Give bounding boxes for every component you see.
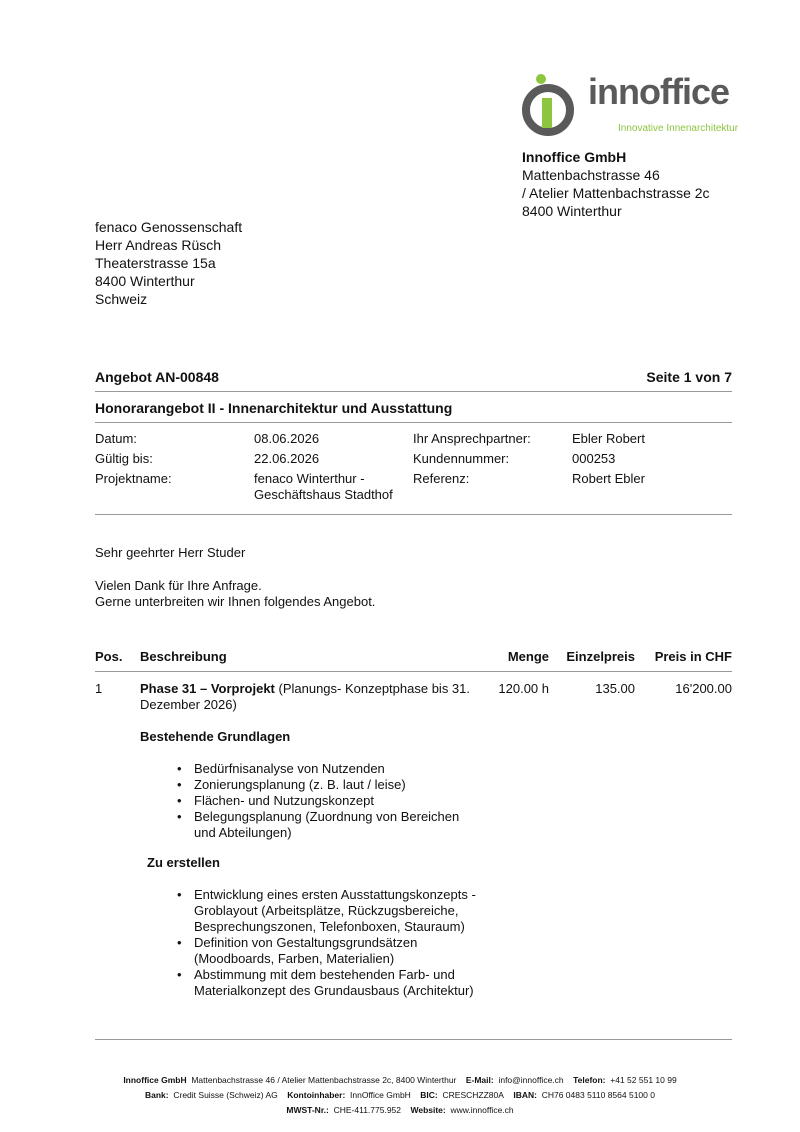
footer-email-label: E-Mail: bbox=[465, 1075, 494, 1085]
project-value-line: Geschäftshaus Stadthof bbox=[254, 487, 393, 502]
footer-line bbox=[0, 1088, 800, 1103]
date-value: 08.06.2026 bbox=[254, 431, 320, 446]
col-header-desc: Beschreibung bbox=[140, 649, 227, 664]
sender-address bbox=[522, 148, 710, 220]
list-item: • Abstimmung mit dem bestehenden Farb- und Materialkonzept des Grundausbaus (Architektur) bbox=[177, 967, 482, 999]
project-value-line: fenaco Winterthur - bbox=[254, 471, 365, 486]
date-label: Datum: bbox=[95, 431, 137, 446]
row-unit-price: 135.00 bbox=[595, 681, 635, 696]
row-quantity: 120.00 h bbox=[498, 681, 549, 696]
footer-holder-label: Kontoinhaber: bbox=[287, 1090, 346, 1100]
footer-bic: CRESCHZZ80A bbox=[442, 1090, 504, 1100]
bullet-list bbox=[177, 761, 477, 841]
footer-web-label: Website: bbox=[410, 1105, 446, 1115]
footer-holder: InnOffice GmbH bbox=[350, 1090, 411, 1100]
list-item: • Flächen- und Nutzungskonzept bbox=[177, 793, 477, 809]
footer-line bbox=[0, 1103, 800, 1118]
intro-line: Vielen Dank für Ihre Anfrage. bbox=[95, 578, 262, 593]
bullet-list bbox=[177, 887, 482, 999]
footer bbox=[0, 1073, 800, 1118]
row-pos: 1 bbox=[95, 681, 103, 696]
customer-value: 000253 bbox=[572, 451, 616, 466]
footer-bic-label: BIC: bbox=[420, 1090, 438, 1100]
footer-bank-label: Bank: bbox=[145, 1090, 169, 1100]
greeting: Sehr geehrter Herr Studer bbox=[95, 545, 246, 560]
recipient-org: fenaco Genossenschaft bbox=[95, 219, 243, 235]
contact-label: Ihr Ansprechpartner: bbox=[413, 431, 531, 446]
footer-iban: CH76 0483 5110 8564 5100 0 bbox=[541, 1090, 655, 1100]
page-indicator: Seite 1 von 7 bbox=[646, 369, 732, 385]
footer-vat: CHE-411.775.952 bbox=[333, 1105, 402, 1115]
divider bbox=[95, 671, 732, 672]
row-description bbox=[140, 681, 475, 713]
logo-wordmark: innoffice bbox=[588, 71, 729, 112]
customer-label: Kundennummer: bbox=[413, 451, 510, 466]
recipient-street: Theaterstrasse 15a bbox=[95, 255, 216, 271]
footer-company: Innoffice GmbH bbox=[123, 1075, 187, 1085]
contact-value: Ebler Robert bbox=[572, 431, 645, 446]
col-header-total: Preis in CHF bbox=[654, 649, 732, 664]
valid-label: Gültig bis: bbox=[95, 451, 153, 466]
valid-value: 22.06.2026 bbox=[254, 451, 320, 466]
ref-value: Robert Ebler bbox=[572, 471, 645, 486]
divider bbox=[95, 514, 732, 515]
footer-line bbox=[0, 1073, 800, 1088]
sender-company: Innoffice GmbH bbox=[522, 149, 627, 165]
sender-atelier: / Atelier Mattenbachstrasse 2c bbox=[522, 185, 710, 201]
footer-phone-label: Telefon: bbox=[573, 1075, 606, 1085]
offer-title: Angebot AN-00848 bbox=[95, 369, 219, 385]
sender-city: 8400 Winterthur bbox=[522, 203, 622, 219]
logo-tagline: Innovative Innenarchitektur bbox=[618, 123, 739, 134]
intro-line: Gerne unterbreiten wir Ihnen folgendes Angebot. bbox=[95, 594, 376, 609]
project-value bbox=[254, 471, 393, 503]
footer-vat-label: MWST-Nr.: bbox=[286, 1105, 329, 1115]
recipient-address bbox=[95, 218, 242, 308]
recipient-city: 8400 Winterthur bbox=[95, 273, 195, 289]
footer-iban-label: IBAN: bbox=[513, 1090, 537, 1100]
ref-label: Referenz: bbox=[413, 471, 470, 486]
list-item: • Belegungsplanung (Zuordnung von Bereichen und Abteilungen) bbox=[177, 809, 477, 841]
divider bbox=[95, 422, 732, 423]
list-item: • Bedürfnisanalyse von Nutzenden bbox=[177, 761, 477, 777]
logo-mark-icon bbox=[520, 74, 584, 138]
divider bbox=[95, 1039, 732, 1040]
row-title-rest: (Planungs- Konzeptphase bis 31. Dezember 2026) bbox=[140, 681, 471, 712]
col-header-pos: Pos. bbox=[95, 649, 123, 664]
footer-email: info@innoffice.ch bbox=[498, 1075, 564, 1085]
sender-street: Mattenbachstrasse 46 bbox=[522, 167, 660, 183]
footer-phone: +41 52 551 10 99 bbox=[610, 1075, 677, 1085]
footer-bank: Credit Suisse (Schweiz) AG bbox=[173, 1090, 278, 1100]
section-heading: Bestehende Grundlagen bbox=[140, 729, 291, 744]
footer-address: Mattenbachstrasse 46 / Atelier Mattenbachstrasse 2c, 8400 Winterthur bbox=[191, 1075, 457, 1085]
divider bbox=[95, 391, 732, 392]
recipient-country: Schweiz bbox=[95, 291, 148, 307]
footer-website[interactable]: www.innoffice.ch bbox=[450, 1105, 514, 1115]
offer-subject: Honorarangebot II - Innenarchitektur und Ausstattung bbox=[95, 400, 453, 416]
col-header-qty: Menge bbox=[507, 649, 549, 664]
section-heading: Zu erstellen bbox=[147, 855, 220, 870]
company-logo bbox=[520, 71, 739, 138]
col-header-unit-price: Einzelpreis bbox=[566, 649, 635, 664]
project-label: Projektname: bbox=[95, 471, 172, 486]
row-total: 16'200.00 bbox=[675, 681, 732, 696]
list-item: • Zonierungsplanung (z. B. laut / leise) bbox=[177, 777, 477, 793]
recipient-person: Herr Andreas Rüsch bbox=[95, 237, 222, 253]
list-item: • Entwicklung eines ersten Ausstattungskonzepts - Groblayout (Arbeitsplätze, Rückzugsbereiche, Besprechungszonen, Telefonboxen, Stauraum) bbox=[177, 887, 482, 935]
list-item: • Definition von Gestaltungsgrundsätzen (Moodboards, Farben, Materialien) bbox=[177, 935, 482, 967]
row-title: Phase 31 – Vorprojekt bbox=[140, 681, 275, 696]
